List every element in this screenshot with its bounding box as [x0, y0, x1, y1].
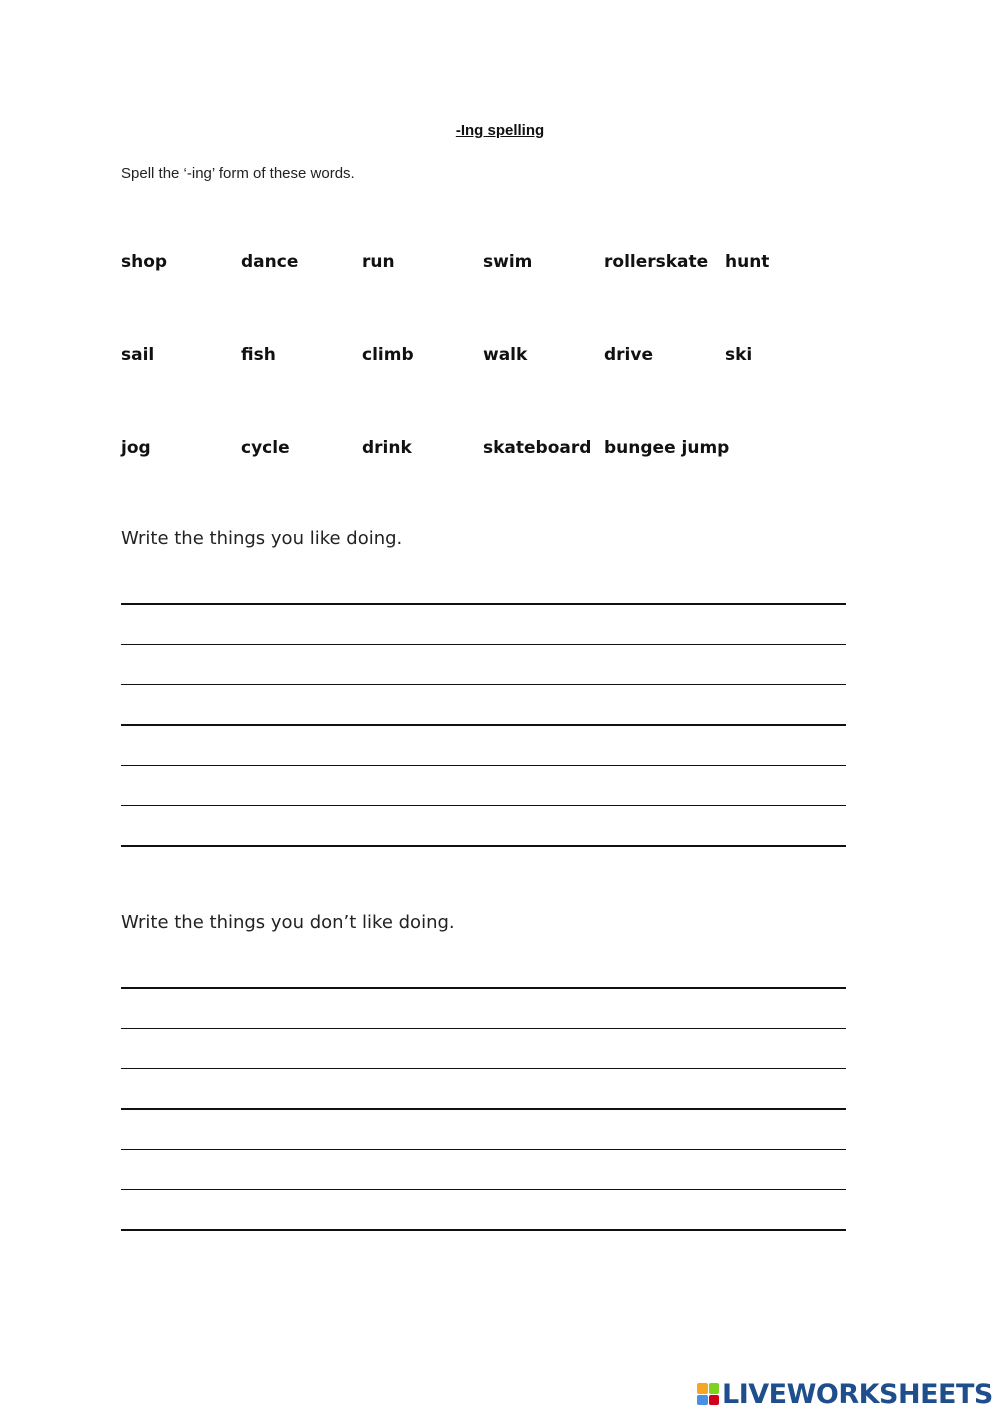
writing-line-like-1[interactable] — [121, 603, 846, 605]
liveworksheets-logo[interactable] — [697, 1376, 993, 1412]
word-ski: ski — [725, 345, 753, 365]
writing-line-dislike-5[interactable] — [121, 1149, 846, 1150]
writing-line-dislike-6[interactable] — [121, 1189, 846, 1190]
writing-line-dislike-7[interactable] — [121, 1229, 846, 1231]
word-walk: walk — [483, 345, 528, 365]
writing-line-dislike-1[interactable] — [121, 987, 846, 989]
word-skateboard: skateboard — [483, 438, 592, 458]
word-cycle: cycle — [241, 438, 290, 458]
writing-line-like-3[interactable] — [121, 684, 846, 685]
word-bungee-jump: bungee jump — [604, 438, 730, 458]
word-climb: climb — [362, 345, 414, 365]
writing-line-like-5[interactable] — [121, 765, 846, 766]
word-drive: drive — [604, 345, 653, 365]
prompt-like: Write the things you like doing. — [121, 528, 403, 549]
writing-line-dislike-3[interactable] — [121, 1068, 846, 1069]
word-fish: fish — [241, 345, 276, 365]
writing-line-like-2[interactable] — [121, 644, 846, 645]
prompt-dislike: Write the things you don’t like doing. — [121, 912, 455, 933]
logo-mark-icon — [697, 1383, 719, 1405]
logo-text: LIVEWORKSHEETS — [722, 1378, 993, 1410]
page-title: -Ing spelling — [455, 122, 545, 139]
instruction-text: Spell the ‘-ing’ form of these words. — [121, 165, 355, 182]
word-sail: sail — [121, 345, 155, 365]
writing-line-dislike-4[interactable] — [121, 1108, 846, 1110]
word-hunt: hunt — [725, 252, 770, 272]
word-shop: shop — [121, 252, 168, 272]
word-rollerskate: rollerskate — [604, 252, 709, 272]
word-jog: jog — [121, 438, 151, 458]
word-drink: drink — [362, 438, 412, 458]
word-run: run — [362, 252, 395, 272]
writing-line-dislike-2[interactable] — [121, 1028, 846, 1029]
writing-line-like-4[interactable] — [121, 724, 846, 726]
writing-line-like-6[interactable] — [121, 805, 846, 806]
word-dance: dance — [241, 252, 299, 272]
word-swim: swim — [483, 252, 533, 272]
writing-line-like-7[interactable] — [121, 845, 846, 847]
